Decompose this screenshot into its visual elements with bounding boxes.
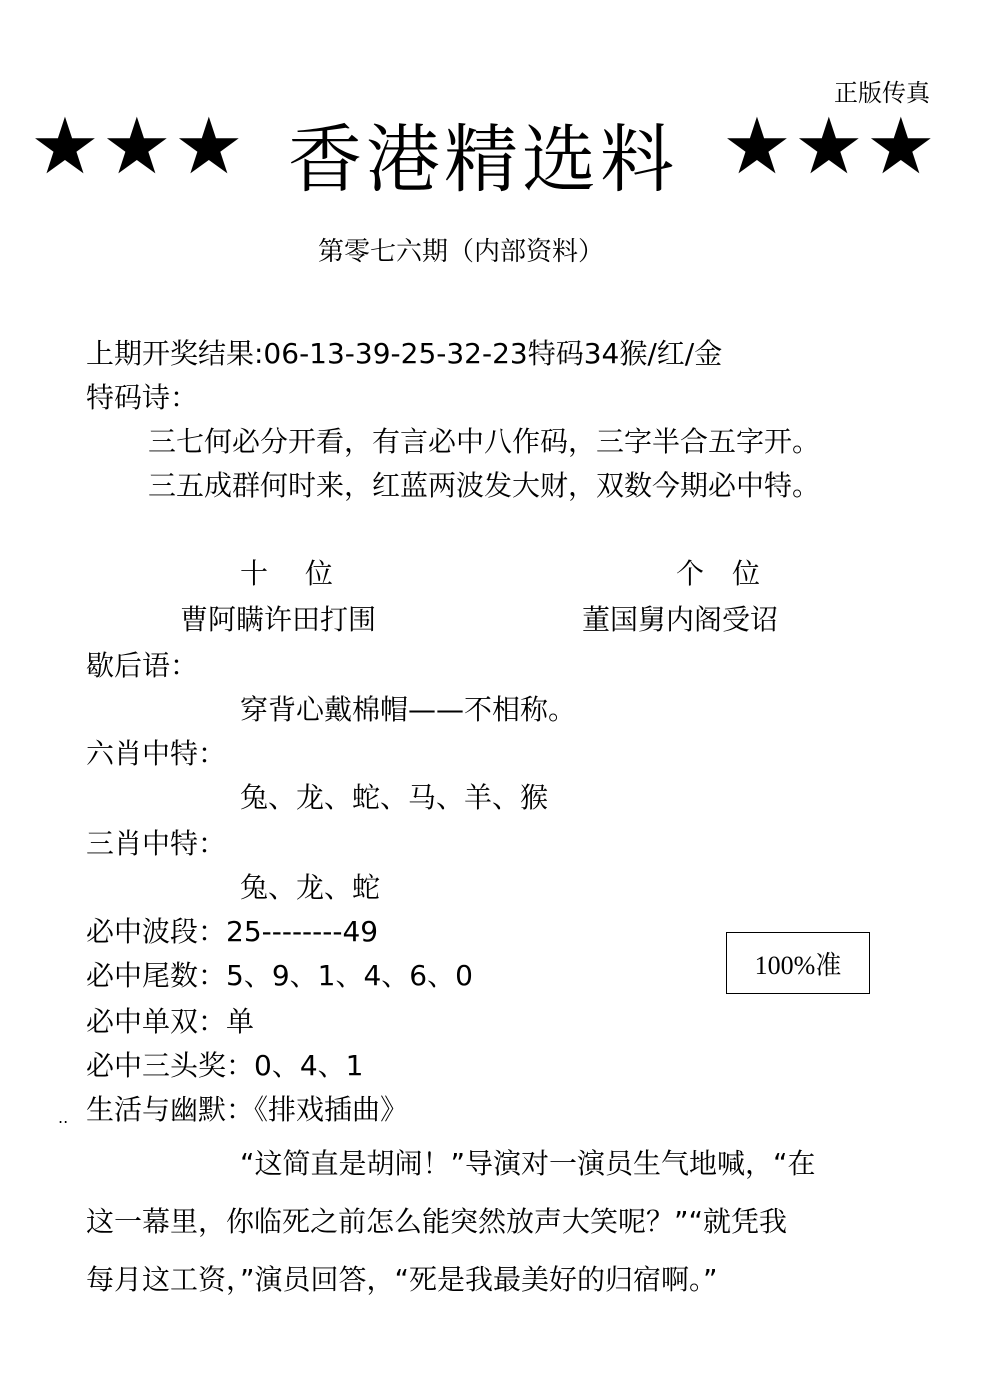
page-title: 香港精选料 <box>288 117 678 203</box>
wave-range: 必中波段：25--------49 <box>86 915 379 948</box>
edition-label: 正版传真 <box>834 79 930 107</box>
three-head: 必中三头奖：0、4、1 <box>86 1049 364 1082</box>
tail-numbers: 必中尾数：5、9、1、4、6、0 <box>86 959 473 992</box>
poem-line-1: 三七何必分开看，有言必中八作码，三字半合五字开。 <box>148 425 821 458</box>
poem-line-2: 三五成群何时来，红蓝两波发大财，双数今期必中特。 <box>148 469 821 502</box>
humor-dots: .. <box>58 1108 69 1127</box>
six-zodiac-value: 兔、龙、蛇、马、羊、猴 <box>240 781 549 814</box>
xiehouyu-label: 歇后语： <box>86 649 199 682</box>
poem-label: 特码诗： <box>86 381 199 414</box>
xiehouyu-value: 穿背心戴棉帽——不相称。 <box>240 693 577 726</box>
ones-value: 董国舅内阁受诏 <box>582 603 779 636</box>
issue-label: 第零七六期（内部资料） <box>318 237 605 267</box>
last-result: 上期开奖结果:06-13-39-25-32-23特码34猴/红/金 <box>86 337 723 370</box>
tens-value: 曹阿瞒许田打围 <box>180 603 377 636</box>
three-zodiac-value: 兔、龙、蛇 <box>240 871 381 904</box>
ones-label: 个 位 <box>676 557 761 590</box>
humor-label: 生活与幽默：《排戏插曲》 <box>86 1093 409 1126</box>
odd-even: 必中单双：单 <box>86 1005 255 1038</box>
accuracy-badge: 100%准 <box>726 932 870 994</box>
tens-label: 十 位 <box>240 557 333 590</box>
six-zodiac-label: 六肖中特： <box>86 737 227 770</box>
stars-right: ★★★ <box>722 102 938 192</box>
humor-line-3: 每月这工资，”演员回答，“死是我最美好的归宿啊。” <box>86 1263 718 1296</box>
humor-line-1: “这简直是胡闹！”导演对一演员生气地喊，“在 <box>240 1147 816 1180</box>
three-zodiac-label: 三肖中特： <box>86 827 227 860</box>
stars-left: ★★★ <box>30 102 246 192</box>
humor-line-2: 这一幕里，你临死之前怎么能突然放声大笑呢？”“就凭我 <box>86 1205 788 1238</box>
